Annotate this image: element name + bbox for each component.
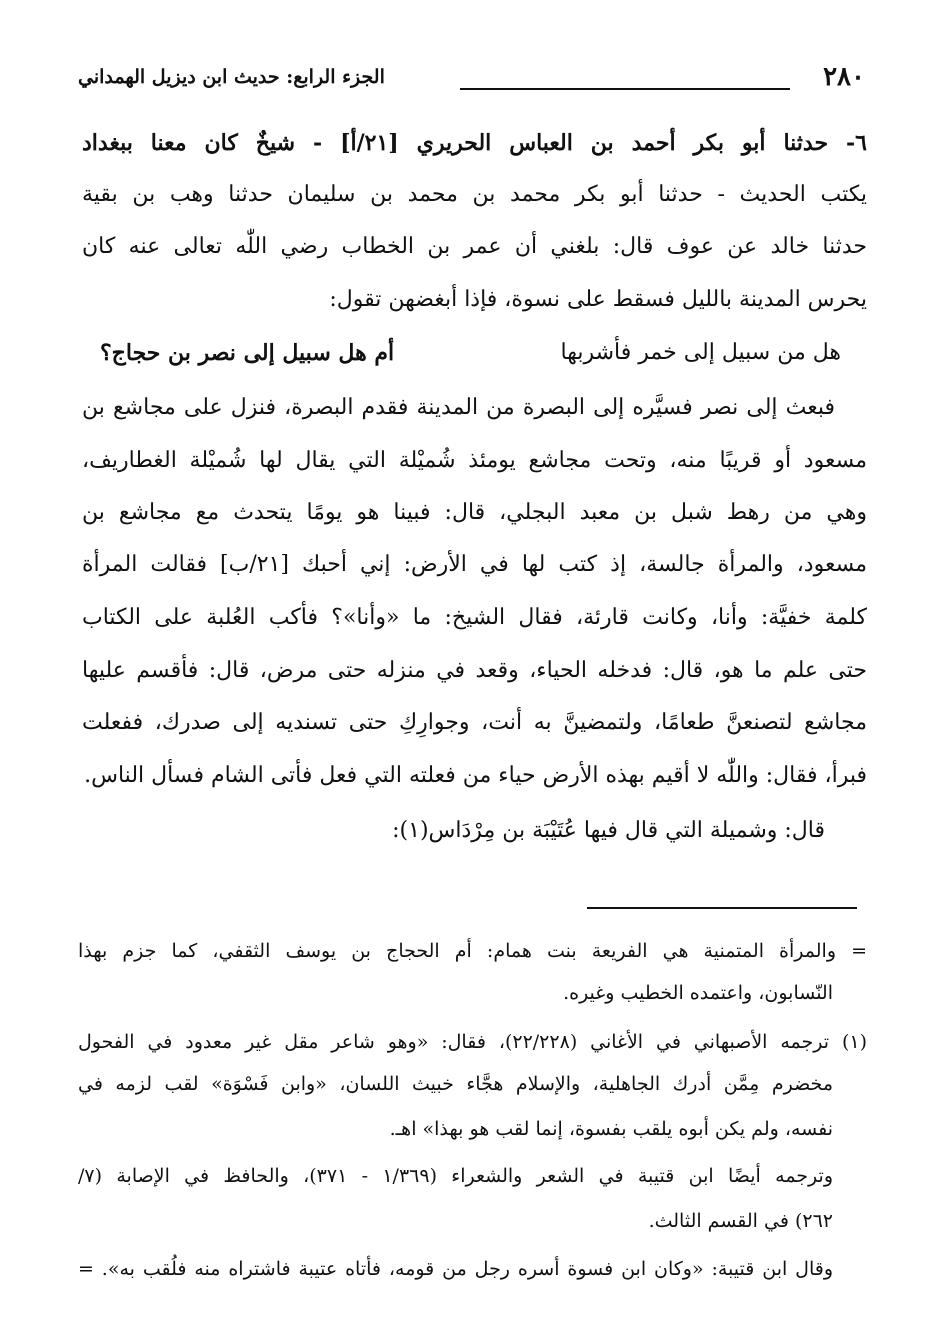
footnote-line: ٢٦٢) في القسم الثالث. [648, 1210, 833, 1232]
body-line: فبعث إلى نصر فسيَّره إلى البصرة من المدينة فقدم البصرة، فنزل على مجاشع بن [82, 395, 835, 420]
body-line: قال: وشميلة التي قال فيها عُتَيْبَة بن مِرْدَاس(١): [392, 818, 825, 843]
body-line: مجاشع لتصنعنَّ طعامًا، ولتمضينَّ به أنت، وجوارِكِ حتى تسنديه إلى صدرك، ففعلت [82, 710, 867, 735]
body-line: مسعود أو قريبًا منه، وتحت مجاشع يومئذ شُميْلة التي يقال لها شُميْلة الغطاريف، [82, 448, 867, 473]
body-line: وهي من رهط شبل بن معبد البجلي، قال: فبينا هو يومًا يتحدث مع مجاشع بن [82, 500, 867, 525]
page-number: ٢٨٠ [823, 62, 865, 92]
body-line: كلمة خفيَّة: وأنا، وكانت قارئة، فقال الشيخ: ما «وأنا»؟ فأكب العُلبة على الكتاب [82, 605, 867, 630]
footnote-separator [587, 907, 857, 909]
verse-first-hemistich: هل من سبيل إلى خمر فأشربها [560, 340, 841, 365]
body-line: حتى علم ما هو، قال: فدخله الحياء، وقعد في منزله حتى مرض، قال: فأقسم عليها [82, 658, 867, 683]
header-rule [460, 88, 790, 90]
footnote-line: = والمرأة المتمنية هي الفريعة بنت همام: أم الحجاج بن يوسف الثقفي، كما جزم بهذا [78, 940, 867, 962]
footnote-line: مخضرم مِمَّن أدرك الجاهلية، والإسلام هجَّاء خبيث اللسان، «وابن فَسْوَة» لقب لزمه في [78, 1073, 833, 1095]
body-line: مسعود، والمرأة جالسة، إذ كتب لها في الأرض: إني أحبك [٢١/ب] فقالت المرأة [82, 552, 867, 577]
body-line: فبرأ، فقال: واللّٰه لا أقيم بهذه الأرض حياء من فعلته التي فعل فأتى الشام فسأل الناس. [84, 763, 867, 788]
body-line: حدثنا خالد عن عوف قال: بلغني أن عمر بن الخطاب رضي اللّٰه تعالى عنه كان [82, 234, 867, 259]
page-header [78, 62, 865, 102]
verse-second-hemistich: أم هل سبيل إلى نصر بن حجاج؟ [100, 340, 395, 366]
footnote-line: وترجمه أيضًا ابن قتيبة في الشعر والشعراء (١/٣٦٩ - ٣٧١)، والحافظ في الإصابة (٧/ [78, 1165, 833, 1187]
footnote-line: (١) ترجمه الأصبهاني في الأغاني (٢٢/٢٢٨)، فقال: «وهو شاعر مقل غير معدود في الفحول [78, 1031, 868, 1053]
running-title: الجزء الرابع: حديث ابن ديزيل الهمداني [78, 66, 385, 88]
verse [100, 340, 841, 380]
footnote-line: وقال ابن قتيبة: «وكان ابن فسوة أسره رجل من قومه، فأتاه عتيبة فاشتراه منه فلُقب به». = [78, 1258, 833, 1280]
body-line: ٦- حدثنا أبو بكر أحمد بن العباس الحريري [٢١/أ] - شيخٌ كان معنا ببغداد [82, 130, 867, 156]
footnote-line: نفسه، ولم يكن أبوه يلقب بفسوة، إنما لقب هو بهذا» اهـ. [389, 1118, 833, 1140]
footnote-line: النّسابون، واعتمده الخطيب وغيره. [563, 982, 833, 1004]
body-line: يحرس المدينة بالليل فسقط على نسوة، فإذا أبغضهن تقول: [329, 287, 867, 312]
body-line: يكتب الحديث - حدثنا أبو بكر محمد بن محمد بن سليمان حدثنا وهب بن بقية [82, 182, 867, 207]
